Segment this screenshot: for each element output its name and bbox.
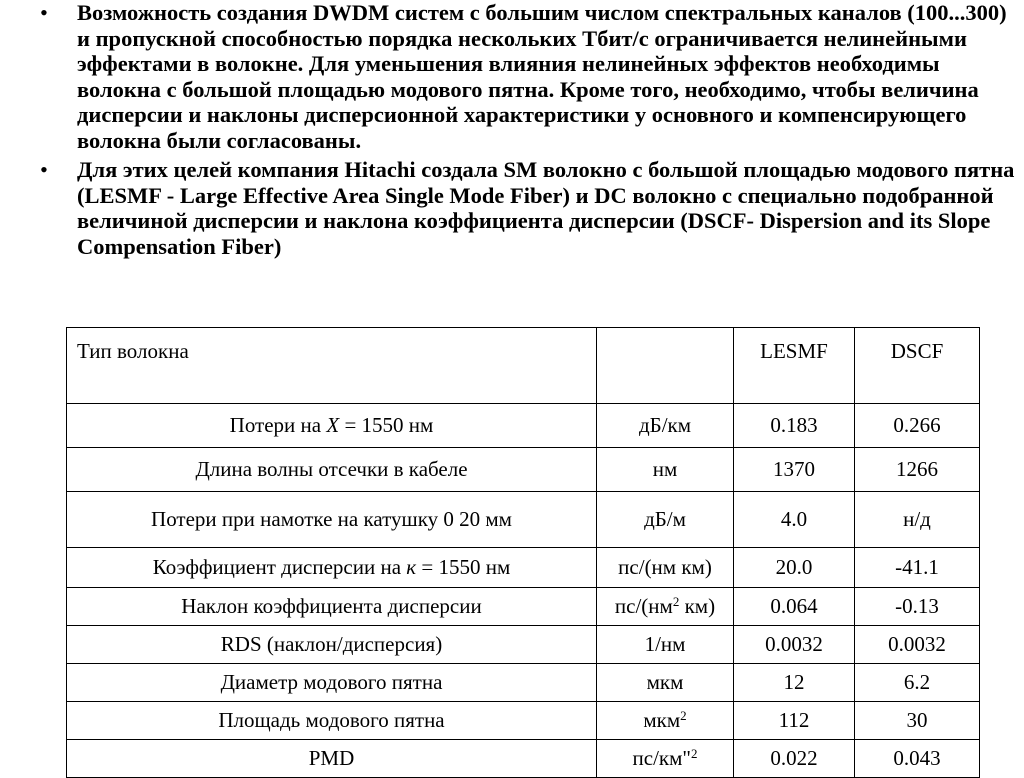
table-row: [67, 404, 980, 448]
table-row: [67, 588, 980, 626]
param-text: RDS (наклон/дисперсия): [220, 632, 443, 656]
param-text: Площадь модового пятна: [218, 708, 445, 732]
lesmf-value: 0.022: [734, 740, 855, 778]
param-text: Коэффициент дисперсии на: [152, 555, 407, 579]
param-text: Потери при намотке на катушку 0 20 мм: [151, 507, 512, 531]
bullet-text-nonlinear-effects: Возможность создания DWDM систем с большим числом спектральных каналов (100...300) и пропускной способностью порядка нескольких Тбит/с ограничивается нелинейными эффектами в волокне. Для уменьшения влияния нелинейных эффектов необходимы волокна с большой площадью модового пятна. Кроме того, необходимо, чтобы величина дисперсии и наклоны дисперсионной характеристики у основного и компенсирующего волокна были согласованы.: [77, 0, 1007, 153]
unit-cell: [597, 492, 734, 548]
param-cell: [67, 448, 597, 492]
header-fiber-type: Тип волокна: [67, 328, 597, 404]
table-header-row: [67, 328, 980, 404]
param-text: Наклон коэффициента дисперсии: [181, 594, 482, 618]
bullet-item: [40, 157, 1020, 259]
param-variable: к: [406, 555, 417, 579]
param-text: PMD: [308, 746, 355, 770]
bullet-marker: •: [40, 0, 48, 25]
lesmf-value: 0.064: [734, 588, 855, 626]
table-row: [67, 492, 980, 548]
table-row: [67, 664, 980, 702]
bullet-text-hitachi-fibers: Для этих целей компания Hitachi создала SM волокно с большой площадью модового пятна (LESMF - Large Effective Area Single Mode Fiber) и DC волокно с специально подобранной величиной дисперсии и наклона коэффициента дисперсии (DSCF- Dispersion and its Slope Compensation Fiber): [77, 157, 1015, 259]
lesmf-value: 0.183: [734, 404, 855, 448]
unit-text-suffix: км): [679, 594, 716, 618]
unit-superscript: 2: [672, 594, 680, 609]
table-row: [67, 626, 980, 664]
table-row: [67, 740, 980, 778]
unit-text: пс/(нм км): [618, 555, 712, 579]
unit-cell: [597, 548, 734, 588]
lesmf-value: 112: [734, 702, 855, 740]
param-cell: [67, 492, 597, 548]
table-row: [67, 702, 980, 740]
dscf-value: 0.043: [855, 740, 980, 778]
param-cell: [67, 548, 597, 588]
unit-superscript: 2: [690, 746, 698, 761]
unit-text: нм: [652, 457, 678, 481]
param-cell: [67, 404, 597, 448]
param-text: Потери на: [229, 413, 327, 437]
lesmf-value: 0.0032: [734, 626, 855, 664]
param-text-suffix: = 1550 нм: [339, 413, 434, 437]
dscf-value: -41.1: [855, 548, 980, 588]
unit-cell: [597, 740, 734, 778]
param-text: Длина волны отсечки в кабеле: [195, 457, 468, 481]
lesmf-value: 4.0: [734, 492, 855, 548]
unit-cell: [597, 588, 734, 626]
unit-text: дБ/км: [638, 413, 692, 437]
dscf-value: 1266: [855, 448, 980, 492]
unit-text: дБ/м: [644, 507, 686, 531]
param-text-suffix: = 1550 нм: [416, 555, 511, 579]
unit-cell: [597, 404, 734, 448]
dscf-value: н/д: [855, 492, 980, 548]
header-unit: [597, 328, 734, 404]
param-cell: [67, 588, 597, 626]
bullet-marker: •: [40, 157, 48, 182]
dscf-value: 0.266: [855, 404, 980, 448]
param-cell: [67, 664, 597, 702]
table-row: [67, 548, 980, 588]
table-row: [67, 448, 980, 492]
dscf-value: -0.13: [855, 588, 980, 626]
lesmf-value: 12: [734, 664, 855, 702]
unit-text: пс/км": [632, 746, 691, 770]
header-lesmf: LESMF: [734, 328, 855, 404]
param-cell: [67, 702, 597, 740]
unit-cell: [597, 626, 734, 664]
unit-text: пс/(нм: [614, 594, 673, 618]
unit-text: мкм: [643, 708, 681, 732]
unit-cell: [597, 664, 734, 702]
param-variable: X: [326, 413, 340, 437]
param-text: Диаметр модового пятна: [220, 670, 443, 694]
dscf-value: 30: [855, 702, 980, 740]
param-cell: [67, 740, 597, 778]
dscf-value: 0.0032: [855, 626, 980, 664]
fiber-parameters-table: [66, 327, 980, 778]
header-dscf: DSCF: [855, 328, 980, 404]
unit-superscript: 2: [680, 708, 687, 723]
lesmf-value: 20.0: [734, 548, 855, 588]
bullet-list: [40, 0, 1020, 259]
param-cell: [67, 626, 597, 664]
unit-text: 1/нм: [644, 632, 686, 656]
unit-cell: [597, 448, 734, 492]
dscf-value: 6.2: [855, 664, 980, 702]
lesmf-value: 1370: [734, 448, 855, 492]
bullet-item: [40, 0, 1020, 153]
unit-text: мкм: [646, 670, 684, 694]
unit-cell: [597, 702, 734, 740]
